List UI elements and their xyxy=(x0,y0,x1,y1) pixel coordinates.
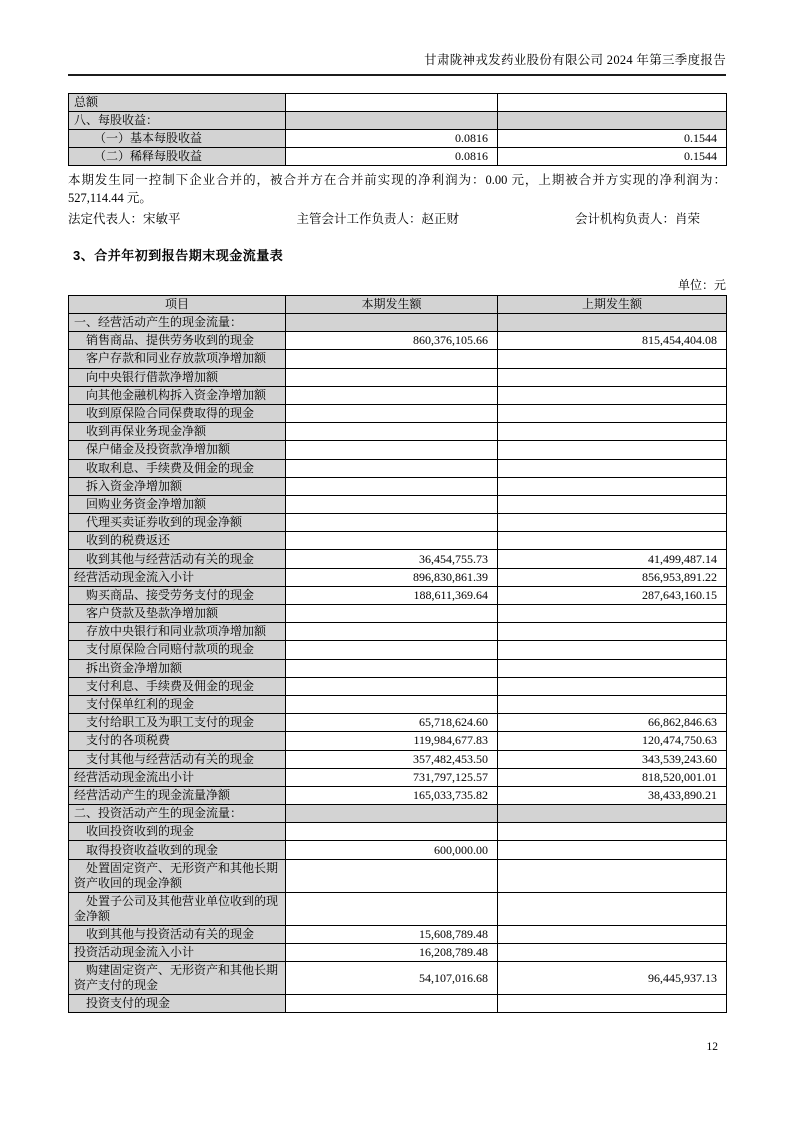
prior-period-value xyxy=(498,859,727,892)
table-row xyxy=(69,477,727,495)
table-row xyxy=(69,550,727,568)
row-item-label: 支付其他与经营活动有关的现金 xyxy=(69,750,286,768)
table-row xyxy=(69,943,727,961)
table-row xyxy=(69,841,727,859)
table-row xyxy=(69,859,727,892)
row-item-label: 支付保单红利的现金 xyxy=(69,695,286,713)
current-period-value xyxy=(286,805,498,823)
row-item-label: 保户储金及投资款净增加额 xyxy=(69,441,286,459)
row-item-label: 收取利息、手续费及佣金的现金 xyxy=(69,459,286,477)
prior-period-value: 66,862,846.63 xyxy=(498,714,727,732)
row-item-label: 支付利息、手续费及佣金的现金 xyxy=(69,677,286,695)
prior-period-value xyxy=(498,441,727,459)
current-period-value xyxy=(286,350,498,368)
prior-period-value: 41,499,487.14 xyxy=(498,550,727,568)
table-row xyxy=(69,823,727,841)
prior-period-value xyxy=(498,314,727,332)
prior-period-value xyxy=(498,477,727,495)
prior-period-value xyxy=(498,925,727,943)
cash-flow-table-header xyxy=(69,296,727,314)
table-row xyxy=(69,441,727,459)
prior-period-value: 0.1544 xyxy=(498,130,727,148)
row-item-label: 二、投资活动产生的现金流量： xyxy=(69,805,286,823)
table-row xyxy=(69,605,727,623)
current-period-value xyxy=(286,514,498,532)
table-row xyxy=(69,995,727,1013)
current-period-value: 54,107,016.68 xyxy=(286,962,498,995)
merger-note: 本期发生同一控制下企业合并的，被合并方在合并前实现的净利润为：0.00 元，上期被合并方实现的净利润为：527,114.44 元。 xyxy=(68,173,726,205)
cash-flow-table-body xyxy=(69,314,727,1013)
prior-period-value xyxy=(498,368,727,386)
row-item-label: 收到其他与经营活动有关的现金 xyxy=(69,550,286,568)
current-period-value: 65,718,624.60 xyxy=(286,714,498,732)
current-period-value: 0.0816 xyxy=(286,148,498,166)
current-period-value xyxy=(286,823,498,841)
table-row xyxy=(69,962,727,995)
current-period-value xyxy=(286,605,498,623)
row-item-label: 经营活动现金流出小计 xyxy=(69,768,286,786)
table-row xyxy=(69,532,727,550)
row-item-label: 投资活动现金流入小计 xyxy=(69,943,286,961)
table-row xyxy=(69,732,727,750)
current-period-value: 16,208,789.48 xyxy=(286,943,498,961)
prior-period-value xyxy=(498,623,727,641)
prior-period-value xyxy=(498,892,727,925)
prior-period-value xyxy=(498,677,727,695)
page-number: 12 xyxy=(706,1041,718,1053)
current-period-value xyxy=(286,677,498,695)
prior-period-value xyxy=(498,459,727,477)
table-row xyxy=(69,641,727,659)
eps-table xyxy=(68,93,727,166)
current-period-value xyxy=(286,404,498,422)
row-item-label: 总额 xyxy=(69,94,286,112)
row-item-label: 支付的各项税费 xyxy=(69,732,286,750)
current-period-value xyxy=(286,641,498,659)
current-period-value xyxy=(286,532,498,550)
row-item-label: 投资支付的现金 xyxy=(69,995,286,1013)
row-item-label: 一、经营活动产生的现金流量： xyxy=(69,314,286,332)
column-header-current-period: 本期发生额 xyxy=(286,296,498,314)
prior-period-value: 38,433,890.21 xyxy=(498,786,727,804)
current-period-value: 36,454,755.73 xyxy=(286,550,498,568)
table-row xyxy=(69,925,727,943)
header-divider xyxy=(68,74,726,76)
table-row xyxy=(69,350,727,368)
current-period-value: 731,797,125.57 xyxy=(286,768,498,786)
table-row xyxy=(69,568,727,586)
current-period-value xyxy=(286,368,498,386)
row-item-label: （二）稀释每股收益 xyxy=(69,148,286,166)
row-item-label: 八、每股收益： xyxy=(69,112,286,130)
current-period-value xyxy=(286,386,498,404)
prior-period-value: 120,474,750.63 xyxy=(498,732,727,750)
prior-period-value: 287,643,160.15 xyxy=(498,586,727,604)
table-row xyxy=(69,714,727,732)
row-item-label: 向中央银行借款净增加额 xyxy=(69,368,286,386)
prior-period-value xyxy=(498,995,727,1013)
table-row xyxy=(69,423,727,441)
row-item-label: 销售商品、提供劳务收到的现金 xyxy=(69,332,286,350)
current-period-value: 0.0816 xyxy=(286,130,498,148)
table-row xyxy=(69,786,727,804)
row-item-label: 处置固定资产、无形资产和其他长期资产收回的现金净额 xyxy=(69,859,286,892)
table-row xyxy=(69,750,727,768)
current-period-value xyxy=(286,995,498,1013)
table-row xyxy=(69,130,727,148)
current-period-value: 600,000.00 xyxy=(286,841,498,859)
row-item-label: 购建固定资产、无形资产和其他长期资产支付的现金 xyxy=(69,962,286,995)
signatories-row xyxy=(68,211,726,228)
row-item-label: 取得投资收益收到的现金 xyxy=(69,841,286,859)
page-content xyxy=(0,52,793,1013)
prior-period-value xyxy=(498,841,727,859)
chief-accounting-officer: 主管会计工作负责人：赵正财 xyxy=(296,212,459,226)
table-row xyxy=(69,768,727,786)
table-row xyxy=(69,314,727,332)
current-period-value xyxy=(286,441,498,459)
prior-period-value xyxy=(498,94,727,112)
prior-period-value xyxy=(498,605,727,623)
column-header-item: 项目 xyxy=(69,296,286,314)
cash-flow-section-heading: 3、合并年初到报告期末现金流量表 xyxy=(73,248,284,263)
row-item-label: 支付原保险合同赔付款项的现金 xyxy=(69,641,286,659)
current-period-value xyxy=(286,623,498,641)
prior-period-value xyxy=(498,386,727,404)
table-row xyxy=(69,659,727,677)
prior-period-value xyxy=(498,350,727,368)
prior-period-value xyxy=(498,659,727,677)
table-row xyxy=(69,112,727,130)
row-item-label: 拆入资金净增加额 xyxy=(69,477,286,495)
row-item-label: 收到再保业务现金净额 xyxy=(69,423,286,441)
current-period-value xyxy=(286,112,498,130)
unit-label: 单位：元 xyxy=(677,278,726,292)
prior-period-value: 343,539,243.60 xyxy=(498,750,727,768)
row-item-label: 向其他金融机构拆入资金净增加额 xyxy=(69,386,286,404)
prior-period-value xyxy=(498,695,727,713)
table-row xyxy=(69,514,727,532)
prior-period-value xyxy=(498,823,727,841)
prior-period-value: 815,454,404.08 xyxy=(498,332,727,350)
eps-table-body xyxy=(69,94,727,166)
row-item-label: 收到原保险合同保费取得的现金 xyxy=(69,404,286,422)
current-period-value xyxy=(286,477,498,495)
prior-period-value xyxy=(498,112,727,130)
current-period-value xyxy=(286,94,498,112)
accounting-department-head: 会计机构负责人：肖荣 xyxy=(574,212,700,226)
current-period-value: 860,376,105.66 xyxy=(286,332,498,350)
current-period-value: 357,482,453.50 xyxy=(286,750,498,768)
current-period-value: 165,033,735.82 xyxy=(286,786,498,804)
row-item-label: 收到其他与投资活动有关的现金 xyxy=(69,925,286,943)
header-row xyxy=(69,296,727,314)
row-item-label: 支付给职工及为职工支付的现金 xyxy=(69,714,286,732)
row-item-label: 存放中央银行和同业款项净增加额 xyxy=(69,623,286,641)
current-period-value xyxy=(286,423,498,441)
current-period-value: 896,830,861.39 xyxy=(286,568,498,586)
row-item-label: （一）基本每股收益 xyxy=(69,130,286,148)
prior-period-value xyxy=(498,943,727,961)
table-row xyxy=(69,94,727,112)
current-period-value xyxy=(286,314,498,332)
row-item-label: 客户存款和同业存放款项净增加额 xyxy=(69,350,286,368)
current-period-value xyxy=(286,495,498,513)
prior-period-value: 818,520,001.01 xyxy=(498,768,727,786)
report-header-title: 甘肃陇神戎发药业股份有限公司 2024 年第三季度报告 xyxy=(424,53,726,67)
table-row xyxy=(69,148,727,166)
prior-period-value xyxy=(498,514,727,532)
table-row xyxy=(69,805,727,823)
table-row xyxy=(69,495,727,513)
legal-representative: 法定代表人：宋敏平 xyxy=(68,212,181,226)
row-item-label: 回购业务资金净增加额 xyxy=(69,495,286,513)
row-item-label: 处置子公司及其他营业单位收到的现金净额 xyxy=(69,892,286,925)
row-item-label: 收到的税费返还 xyxy=(69,532,286,550)
row-item-label: 经营活动产生的现金流量净额 xyxy=(69,786,286,804)
current-period-value: 119,984,677.83 xyxy=(286,732,498,750)
table-row xyxy=(69,586,727,604)
table-row xyxy=(69,892,727,925)
row-item-label: 购买商品、接受劳务支付的现金 xyxy=(69,586,286,604)
row-item-label: 拆出资金净增加额 xyxy=(69,659,286,677)
prior-period-value xyxy=(498,641,727,659)
prior-period-value: 0.1544 xyxy=(498,148,727,166)
current-period-value xyxy=(286,459,498,477)
column-header-prior-period: 上期发生额 xyxy=(498,296,727,314)
cash-flow-table xyxy=(68,295,727,1013)
table-row xyxy=(69,404,727,422)
current-period-value xyxy=(286,659,498,677)
prior-period-value: 856,953,891.22 xyxy=(498,568,727,586)
row-item-label: 代理买卖证券收到的现金净额 xyxy=(69,514,286,532)
current-period-value xyxy=(286,695,498,713)
table-row xyxy=(69,459,727,477)
prior-period-value xyxy=(498,423,727,441)
prior-period-value xyxy=(498,805,727,823)
current-period-value xyxy=(286,859,498,892)
prior-period-value: 96,445,937.13 xyxy=(498,962,727,995)
table-row xyxy=(69,386,727,404)
table-row xyxy=(69,332,727,350)
row-item-label: 收回投资收到的现金 xyxy=(69,823,286,841)
table-row xyxy=(69,623,727,641)
prior-period-value xyxy=(498,532,727,550)
row-item-label: 客户贷款及垫款净增加额 xyxy=(69,605,286,623)
row-item-label: 经营活动现金流入小计 xyxy=(69,568,286,586)
table-row xyxy=(69,677,727,695)
prior-period-value xyxy=(498,404,727,422)
table-row xyxy=(69,368,727,386)
table-row xyxy=(69,695,727,713)
current-period-value xyxy=(286,892,498,925)
current-period-value: 188,611,369.64 xyxy=(286,586,498,604)
prior-period-value xyxy=(498,495,727,513)
current-period-value: 15,608,789.48 xyxy=(286,925,498,943)
